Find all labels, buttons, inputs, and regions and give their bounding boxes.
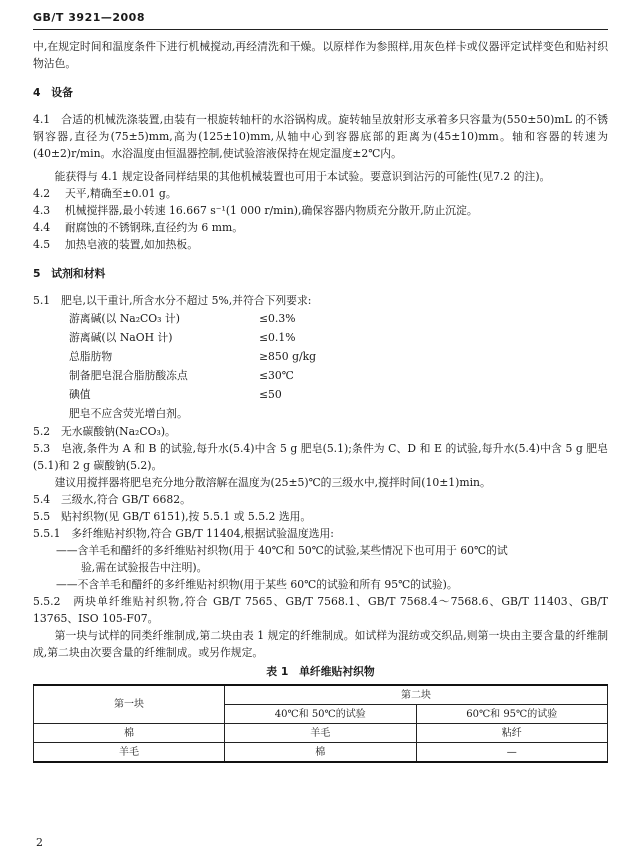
table-cell: 棉 xyxy=(34,724,225,743)
requirement-value: ≥850 g/kg xyxy=(259,350,317,363)
requirement-value: ≤0.1% xyxy=(259,331,296,344)
multifibre-without-wool-item: ——不含羊毛和醋纤的多纤维贴衬织物(用于某些 60℃的试验和所有 95℃的试验)。 xyxy=(56,578,458,591)
clause-5-3: 5.3 皂液,条件为 A 和 B 的试验,每升水(5.4)中含 5 g 肥皂(5.1);条件为 C、D 和 E 的试验,每升水(5.4)中含 5 g 肥皂(5.1)和 2 g 碳酸钠(5.2)。 xyxy=(33,442,608,472)
table-row xyxy=(34,743,608,763)
soap-note: 肥皂不应含荧光增白剂。 xyxy=(69,407,188,420)
table-cell: 粘纤 xyxy=(416,724,608,743)
clause-4-1-note: 能获得与 4.1 规定设备同样结果的其他机械装置也可用于本试验。要意识到沾污的可能性(见7.2 的注)。 xyxy=(54,170,551,183)
standard-code-header: GB/T 3921—2008 xyxy=(33,11,145,24)
clause-4-2: 4.2 天平,精确至±0.01 g。 xyxy=(33,187,177,200)
clause-4-5: 4.5 加热皂液的装置,如加热板。 xyxy=(33,238,198,251)
clause-5-5: 5.5 贴衬织物(见 GB/T 6151),按 5.5.1 或 5.5.2 选用。 xyxy=(33,510,312,523)
table-header-second: 第二块 xyxy=(225,685,608,705)
table-header-row xyxy=(34,685,608,705)
requirement-label: 碘值 xyxy=(69,388,91,401)
clause-5-4: 5.4 三级水,符合 GB/T 6682。 xyxy=(33,493,191,506)
table-cell: 羊毛 xyxy=(34,743,225,763)
requirement-label: 游离碱(以 NaOH 计) xyxy=(69,331,173,344)
requirement-label: 总脂肪物 xyxy=(69,350,113,363)
clause-4-1: 4.1 合适的机械洗涤装置,由装有一根旋转轴杆的水浴锅构成。旋转轴呈放射形支承着多只容量为(550±50)mL 的不锈钢容器,直径为(75±5)mm,高为(125±10)mm,从轴中心到容器底部的距离为(45±10)mm。轴和容器的转速为(40±2)r/min。水浴温度由恒温器控制,使试验溶液保持在规定温度±2℃内。 xyxy=(33,113,608,160)
table-1 xyxy=(33,684,608,763)
table-cell: 羊毛 xyxy=(225,724,417,743)
clause-5-5-2-note: 第一块与试样的同类纤维制成,第二块由表 1 规定的纤维制成。如试样为混纺或交织品,则第一块由主要含量的纤维制成,第二块由次要含量的纤维制成。或另作规定。 xyxy=(33,629,608,659)
requirement-value: ≤50 xyxy=(259,388,282,401)
clause-5-3-note: 建议用搅拌器将肥皂充分地分散溶解在温度为(25±5)℃的三级水中,搅拌时间(10±1)min。 xyxy=(54,476,491,489)
clause-list-4 xyxy=(33,185,608,253)
table-cell: 棉 xyxy=(225,743,417,763)
requirement-label: 游离碱(以 Na₂CO₃ 计) xyxy=(69,312,180,325)
multifibre-with-wool-item: ——含羊毛和醋纤的多纤维贴衬织物(用于 40℃和 50℃的试验,某些情况下也可用于 60℃的试 xyxy=(56,544,508,557)
intro-paragraph: 中,在规定时间和温度条件下进行机械搅动,再经清洗和干燥。以原样作为参照样,用灰色样卡或仪器评定试样变色和贴衬织物沾色。 xyxy=(33,40,608,70)
table-subheader-40-50: 40℃和 50℃的试验 xyxy=(225,705,417,724)
page-number: 2 xyxy=(36,836,43,849)
section-4-heading: 4 设备 xyxy=(33,86,73,99)
multifibre-with-wool-item-cont: 验,需在试验报告中注明)。 xyxy=(81,561,208,574)
table-cell: — xyxy=(416,743,608,763)
requirement-value: ≤0.3% xyxy=(259,312,296,325)
clause-5-2: 5.2 无水碳酸钠(Na₂CO₃)。 xyxy=(33,425,176,438)
soap-requirements xyxy=(69,309,608,404)
table-header-first: 第一块 xyxy=(34,685,225,724)
clause-5-5-1: 5.5.1 多纤维贴衬织物,符合 GB/T 11404,根据试验温度选用: xyxy=(33,527,334,540)
table-row xyxy=(34,724,608,743)
requirement-value: ≤30℃ xyxy=(259,369,294,382)
header-rule xyxy=(33,29,608,30)
clause-5-1: 5.1 肥皂,以干重计,所含水分不超过 5%,并符合下列要求: xyxy=(33,294,312,307)
table-1-title: 表 1 单纤维贴衬织物 xyxy=(266,665,375,678)
table-subheader-60-95: 60℃和 95℃的试验 xyxy=(416,705,608,724)
requirement-label: 制备肥皂混合脂肪酸冻点 xyxy=(69,369,188,382)
clause-4-3: 4.3 机械搅拌器,最小转速 16.667 s⁻¹(1 000 r/min),确保容器内物质充分散开,防止沉淀。 xyxy=(33,204,478,217)
section-5-heading: 5 试剂和材料 xyxy=(33,267,106,280)
document-body xyxy=(33,38,608,763)
clause-4-4: 4.4 耐腐蚀的不锈钢珠,直径约为 6 mm。 xyxy=(33,221,243,234)
clause-5-5-2: 5.5.2 两块单纤维贴衬织物,符合 GB/T 7565、GB/T 7568.1、GB/T 7568.4～7568.6、GB/T 11403、GB/T 13765、ISO 105-F07。 xyxy=(33,595,608,625)
